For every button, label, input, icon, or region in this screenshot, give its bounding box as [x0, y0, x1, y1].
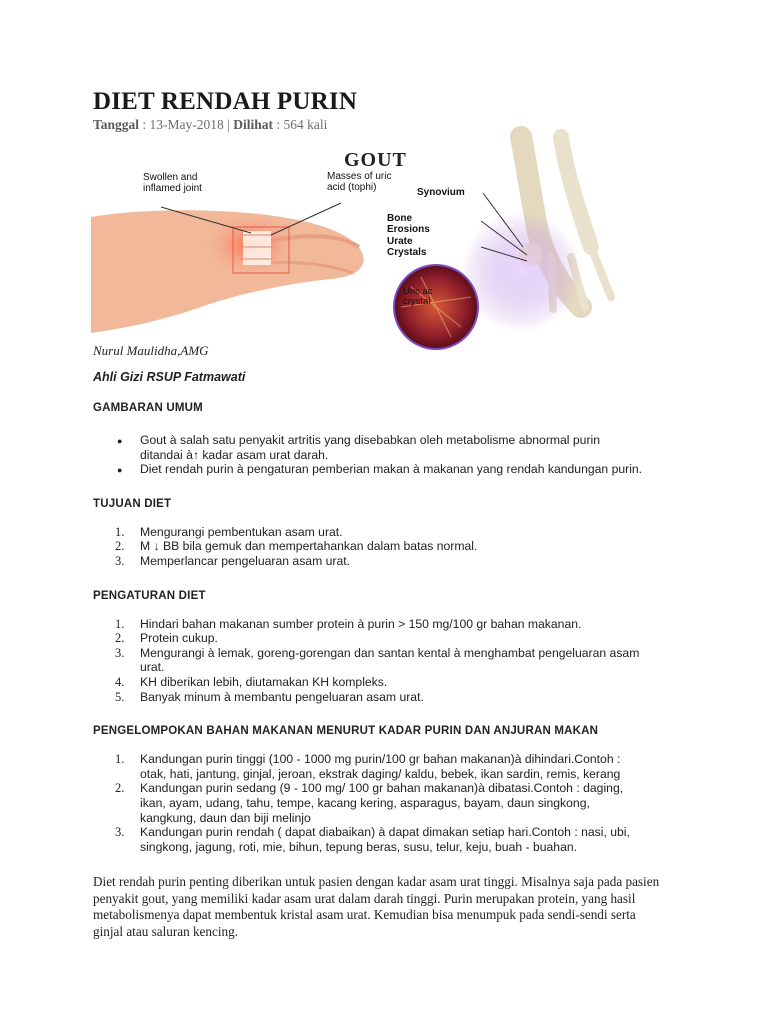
list-item-continuation: ikan, ayam, udang, tahu, tempe, kacang kering, asparagus, bayam, daun singkong, [140, 795, 590, 810]
label-swollen: Swollen and inflamed joint [143, 172, 202, 194]
pengelompokan-list [93, 752, 683, 854]
list-item: 5. Banyak minum à membantu pengeluaran asam urat. [115, 689, 424, 704]
list-item-continuation: singkong, jagung, roti, mie, bihun, tepung beras, susu, telur, keju, buah - buahan. [140, 839, 578, 854]
list-item: 3. Memperlancar pengeluaran asam urat. [115, 553, 351, 568]
label-masses: Masses of uric acid (tophi) [327, 171, 392, 193]
list-item: 1. Hindari bahan makanan sumber protein à purin > 150 mg/100 gr bahan makanan. [115, 616, 582, 631]
list-item: ● Gout à salah satu penyakit artritis yang disebabkan oleh metabolisme abnormal purin [117, 433, 601, 447]
list-item-continuation: ditandai à↑ kadar asam urat darah. [140, 447, 329, 462]
list-item: 1. Mengurangi pembentukan asam urat. [115, 524, 343, 539]
section-title-tujuan: TUJUAN DIET [93, 497, 172, 510]
label-bone-erosions: Bone Erosions [387, 213, 430, 235]
list-item: 2. Kandungan purin sedang (9 - 100 mg/ 100 gr bahan makanan)à dibatasi.Contoh : daging, [115, 781, 624, 796]
gout-illustration [91, 137, 465, 337]
article-meta: Tanggal : 13-May-2018 | Dilihat : 564 kali [93, 117, 328, 132]
list-item: ● Diet rendah purin à pengaturan pemberian makan à makanan yang rendah kandungan purin. [117, 462, 643, 477]
list-item-continuation: urat. [140, 660, 165, 675]
list-item: 3. Mengurangi à lemak, goreng-gorengan dan santan kental à menghambat pengeluaran asam [115, 645, 640, 660]
tujuan-list [93, 525, 683, 569]
list-item: 3. Kandungan purin rendah ( dapat diabaikan) à dapat dimakan setiap hari.Contoh : nasi, ubi, [115, 825, 630, 840]
label-uric-acid: Uric ac crystal [403, 286, 433, 307]
label-urate-crystals: Urate Crystals [387, 236, 427, 258]
gambaran-list [93, 433, 683, 477]
author-name: Nurul Maulidha,AMG [93, 343, 209, 358]
closing-paragraph: Diet rendah purin penting diberikan untuk pasien dengan kadar asam urat tinggi. Misalnya saja pada pasien penyakit gout, yang memiliki kadar asam urat dalam darah tinggi. Purin merupakan protein, yang hasil metabolismenya dapat membentuk kristal asam urat. Kemudian bisa menumpuk pada sendi-sendi serta ginjal atau saluran kencing. [93, 874, 660, 940]
dilihat-value: 564 kali [283, 117, 328, 132]
list-item: 1. Kandungan purin tinggi (100 - 1000 mg purin/100 gr bahan makanan)à dihindari.Contoh : [115, 752, 621, 767]
urate-crystal-glow [461, 212, 581, 332]
list-item: 2. Protein cukup. [115, 631, 218, 646]
list-item: 4. KH diberikan lebih, diutamakan KH kompleks. [115, 674, 388, 689]
label-synovium: Synovium [417, 187, 465, 198]
figure-title: GOUT [344, 149, 407, 171]
pengaturan-list [93, 617, 683, 705]
tanggal-label: Tanggal [93, 117, 140, 132]
tophi-crystals [243, 231, 271, 265]
tanggal-value: 13-May-2018 [149, 117, 224, 132]
author-role: Ahli Gizi RSUP Fatmawati [93, 370, 246, 384]
section-title-pengaturan: PENGATURAN DIET [93, 589, 206, 602]
list-item-continuation: otak, hati, jantung, ginjal, jeroan, ekstrak daging/ kaldu, bebek, ikan sardin, remis, kerang [140, 766, 621, 781]
article-title: DIET RENDAH PURIN [93, 88, 358, 115]
list-item-continuation: kangkung, daun dan biji melinjo [140, 810, 311, 825]
dilihat-label: Dilihat [233, 117, 274, 132]
article-content [93, 88, 683, 941]
section-title-pengelompokan: PENGELOMPOKAN BAHAN MAKANAN MENURUT KADAR PURIN DAN ANJURAN MAKAN [93, 725, 599, 738]
section-title-gambaran: GAMBARAN UMUM [93, 402, 203, 414]
list-item: 2. M ↓ BB bila gemuk dan mempertahankan dalam batas normal. [115, 539, 478, 554]
